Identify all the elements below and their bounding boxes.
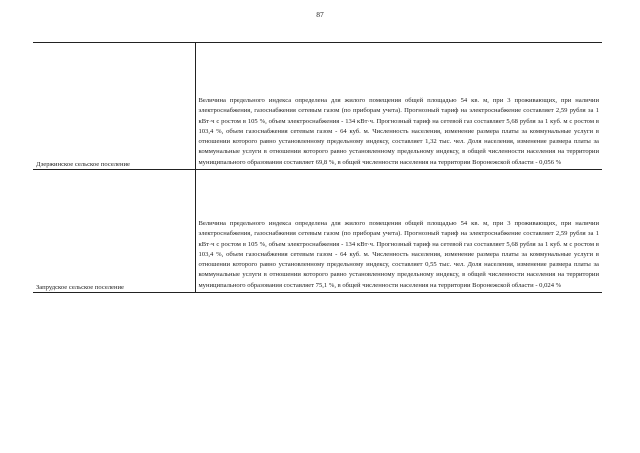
- index-description: [195, 43, 602, 170]
- index-description-text: Величина предельного индекса определена для жилого помещения общей площадью 54 кв. м, при 3 проживающих, при наличии электроснабжения, газоснабжения сетевым газом (по приборам учета). Прогнозный тариф на электроснабжение составляет 2,59 рубля за 1 кВт·ч с ростом в 105 %, объем электроснабжения - 134 кВт·ч. Прогнозный тариф на сетевой газ составляет 5,68 рубля за 1 куб. м с ростом в 103,4 %, объем газоснабжения сетевым газом - 64 куб. м. Численность населения, изменение размера платы за коммунальные услуги в отношении которого равно установленному предельному индексу, составляет 0,55 тыс. чел. Доля населения, изменение размера платы за коммунальные услуги в отношении которого равно установленному предельному индексу, в общей численности населения на территории муниципального образования составляет 75,1 %, в общей численности населения на территории Воронежской области - 0,024 %: [198, 220, 599, 289]
- page-number: 87: [316, 10, 324, 19]
- index-description: [195, 170, 602, 293]
- tariff-index-table: [33, 42, 602, 293]
- index-description-text: Величина предельного индекса определена для жилого помещения общей площадью 54 кв. м, при 3 проживающих, при наличии электроснабжения, газоснабжения сетевым газом (по приборам учета). Прогнозный тариф на электроснабжение составляет 2,59 рубля за 1 кВт·ч с ростом в 105 %, объем электроснабжения - 134 кВт·ч. Прогнозный тариф на сетевой газ составляет 5,68 рубля за 1 куб. м с ростом в 103,4 %, объем газоснабжения сетевым газом - 64 куб. м. Численность населения, изменение размера платы за коммунальные услуги в отношении которого равно установленному предельному индексу, составляет 1,32 тыс. чел. Доля населения, изменение размера платы за коммунальные услуги в отношении которого равно установленному предельному индексу, в общей численности населения на территории муниципального образования составляет 69,8 %, в общей численности населения на территории Воронежской области - 0,056 %: [198, 97, 599, 166]
- municipality-name: Запрудское сельское поселение: [33, 170, 195, 293]
- municipality-name: Дзержинское сельское поселение: [33, 43, 195, 170]
- table-row: [33, 43, 602, 170]
- table-row: [33, 170, 602, 293]
